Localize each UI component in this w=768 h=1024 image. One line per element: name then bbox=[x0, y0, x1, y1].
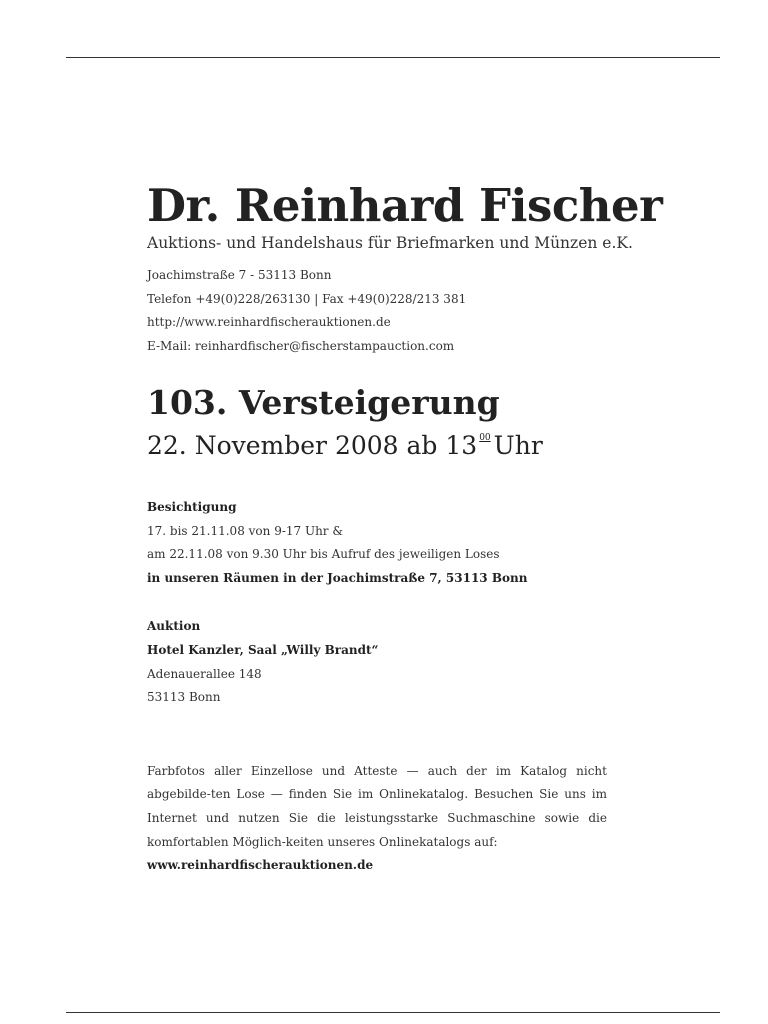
venue-hotel: Hotel Kanzler, Saal „Willy Brandt“ bbox=[147, 642, 379, 657]
venue-city: 53113 Bonn bbox=[147, 690, 221, 705]
venue-heading: Auktion bbox=[147, 619, 201, 634]
company-phone-fax: Telefon +49(0)228/263130 | Fax +49(0)228/213 381 bbox=[147, 291, 467, 306]
auction-date-prefix: 22. November 2008 ab 13 bbox=[147, 431, 478, 460]
auction-date bbox=[147, 422, 617, 462]
info-text: Farbfotos aller Einzellose und Atteste — auch der im Katalog nicht abgebilde-ten Lose — finden Sie im Onlinekatalog. Besuchen Sie uns im Internet und nutzen Sie die leistungsstarke Suchmaschine sowie die komfortablen Möglich-keiten unseres Onlinekatalogs auf: bbox=[147, 763, 607, 849]
auction-title: 103. Versteigerung bbox=[147, 383, 500, 422]
viewing-section bbox=[147, 496, 617, 590]
company-email: E-Mail: reinhardfischer@fischerstampauction.com bbox=[147, 338, 455, 353]
info-url: www.reinhardfischerauktionen.de bbox=[147, 858, 374, 873]
company-name: Dr. Reinhard Fischer bbox=[147, 179, 663, 232]
viewing-line-3: in unseren Räumen in der Joachimstraße 7, 53113 Bonn bbox=[147, 570, 528, 585]
company-website: http://www.reinhardfischerauktionen.de bbox=[147, 315, 391, 329]
viewing-line-2: am 22.11.08 von 9.30 Uhr bis Aufruf des jeweiligen Loses bbox=[147, 547, 500, 562]
auction-date-minutes: 00 bbox=[479, 433, 491, 443]
contact-block bbox=[147, 264, 617, 358]
bottom-rule bbox=[66, 1012, 720, 1013]
venue-street: Adenauerallee 148 bbox=[147, 666, 262, 681]
top-rule bbox=[66, 57, 720, 58]
auction-date-suffix: Uhr bbox=[493, 431, 543, 460]
info-section bbox=[147, 760, 607, 878]
venue-section bbox=[147, 615, 617, 709]
company-address: Joachimstraße 7 - 53113 Bonn bbox=[147, 268, 332, 282]
viewing-heading: Besichtigung bbox=[147, 500, 237, 514]
page-content bbox=[147, 178, 663, 878]
viewing-line-1: 17. bis 21.11.08 von 9-17 Uhr & bbox=[147, 523, 344, 538]
company-subtitle: Auktions- und Handelshaus für Briefmarken und Münzen e.K. bbox=[147, 234, 633, 252]
